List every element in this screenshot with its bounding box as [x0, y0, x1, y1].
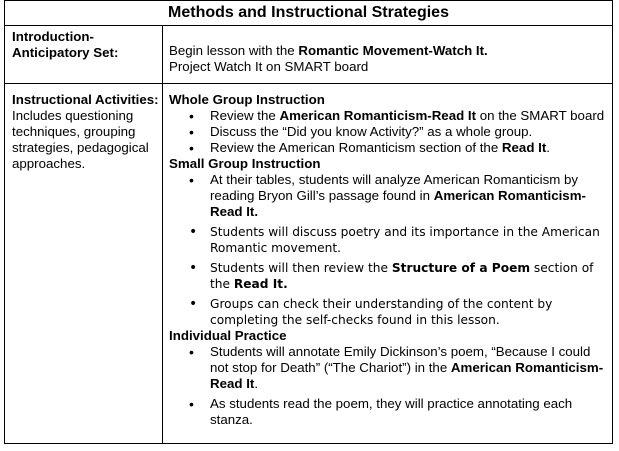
- item-text: on the SMART board: [476, 108, 605, 123]
- list-item: [210, 172, 609, 220]
- list-item: • Groups can check their understanding of the content by completing the self-checks found in this lesson.: [210, 296, 609, 328]
- item-bold: Read It: [501, 140, 547, 155]
- item-text: Students will annotate Emily Dickinson’s poem, “Because I could not stop for Death” (“The Chariot”) in the: [210, 344, 591, 375]
- list-whole-group: [169, 108, 609, 156]
- list-item: [210, 108, 609, 124]
- heading-whole-group: Whole Group Instruction: [169, 92, 325, 107]
- list-item: • Discuss the “Did you know Activity?” as a whole group.: [210, 124, 609, 140]
- table-title: Methods and Instructional Strategies: [5, 1, 612, 26]
- list-item: • Students will discuss poetry and its importance in the American Romantic movement.: [210, 224, 609, 256]
- label-bold: Instructional Activities:: [12, 92, 159, 107]
- item-bold: Read It.: [233, 277, 288, 291]
- list-item: • As students read the poem, they will practice annotating each stanza.: [210, 396, 609, 428]
- strategies-table: [4, 0, 613, 444]
- row-divider: [5, 83, 612, 84]
- row-value-instructional: [169, 92, 609, 428]
- item-text: Review the American Romanticism section of the: [210, 140, 502, 155]
- list-item: [210, 260, 609, 292]
- item-bold: American Romanticism- Read It: [210, 360, 604, 391]
- intro-line-1: [169, 43, 609, 59]
- list-item: [210, 140, 609, 156]
- list-small-group: [169, 172, 609, 328]
- list-item: [210, 344, 609, 392]
- list-individual-practice: [169, 344, 609, 428]
- label-description: Includes questioning techniques, grouping strategies, pedagogical approaches.: [12, 108, 149, 171]
- row-label-introduction: Introduction-Anticipatory Set:: [12, 29, 119, 60]
- item-text: Students will then review the: [210, 261, 392, 275]
- intro-text: Begin lesson with the: [169, 43, 299, 58]
- column-divider: [162, 26, 163, 443]
- item-bold: American Romanticism-Read It.: [210, 188, 586, 219]
- intro-line-2: Project Watch It on SMART board: [169, 59, 369, 74]
- item-bold: Structure of a Poem: [391, 261, 531, 275]
- row-value-introduction: [169, 43, 609, 75]
- item-text: Review the: [210, 108, 280, 123]
- row-label-instructional: [12, 92, 160, 172]
- intro-bold-text: Romantic Movement-Watch It.: [298, 43, 488, 58]
- item-text: At their tables, students will analyze American Romanticism by reading Bryon Gill’s passage found in: [210, 172, 579, 203]
- heading-individual-practice: Individual Practice: [169, 328, 287, 343]
- item-bold: American Romanticism-Read It: [279, 108, 477, 123]
- item-text: .: [546, 140, 550, 155]
- item-text: section of the: [210, 261, 594, 291]
- heading-small-group: Small Group Instruction: [169, 156, 321, 171]
- item-text: .: [254, 376, 259, 391]
